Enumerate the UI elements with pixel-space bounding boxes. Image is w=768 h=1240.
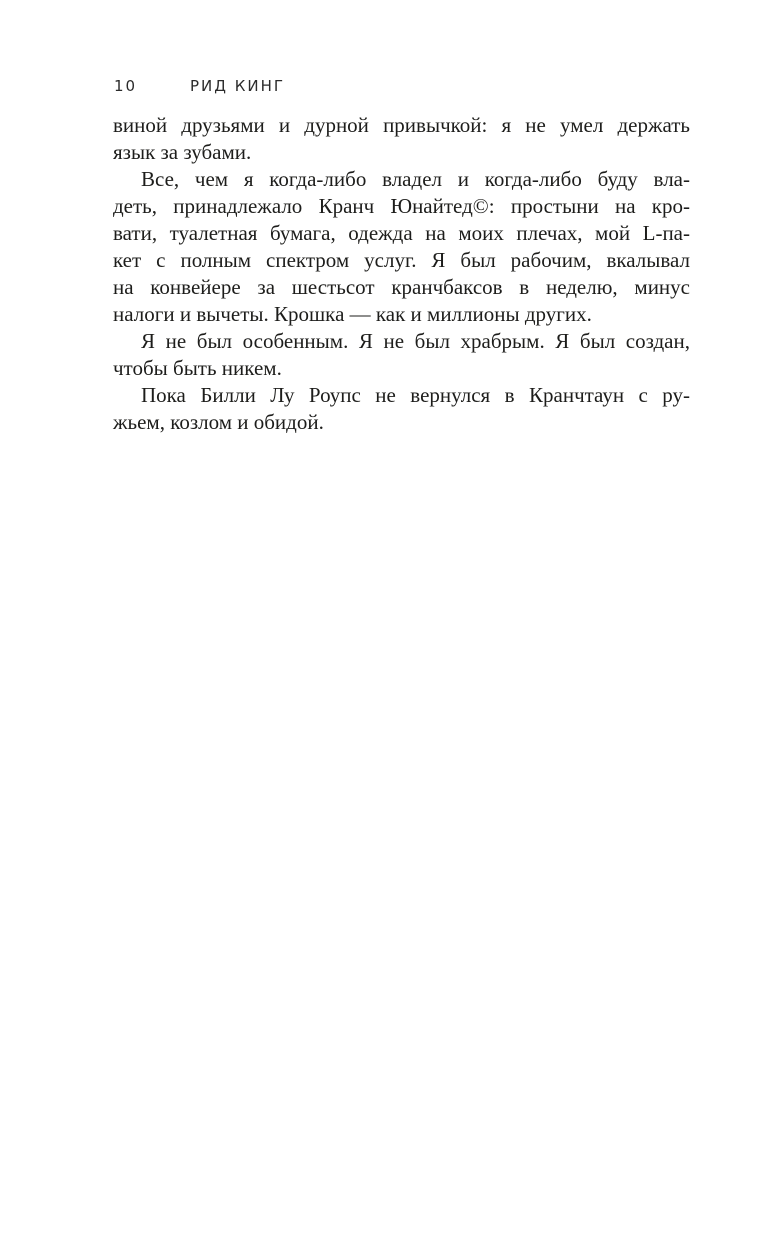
running-header bbox=[0, 77, 768, 97]
body-text-line: вати, туалетная бумага, одежда на моих плечах, мой L-па- bbox=[113, 221, 690, 245]
body-text-line: на конвейере за шестьсот кранчбаксов в неделю, минус bbox=[113, 275, 690, 299]
page-number: 10 bbox=[114, 77, 138, 95]
body-text-block bbox=[113, 112, 690, 436]
body-text-line: язык за зубами. bbox=[113, 140, 252, 164]
body-text-line: деть, принадлежало Кранч Юнайтед©: простыни на кро- bbox=[113, 194, 690, 218]
running-title: РИД КИНГ bbox=[190, 77, 286, 95]
body-text-line: виной друзьями и дурной привычкой: я не умел держать bbox=[113, 113, 690, 137]
body-text-line: Пока Билли Лу Роупс не вернулся в Кранчтаун с ру- bbox=[141, 383, 690, 407]
body-text-line: налоги и вычеты. Крошка — как и миллионы других. bbox=[113, 302, 592, 326]
body-text-line: Все, чем я когда-либо владел и когда-либо буду вла- bbox=[141, 167, 690, 191]
body-text-line: жьем, козлом и обидой. bbox=[113, 410, 324, 434]
body-text-line: кет с полным спектром услуг. Я был рабочим, вкалывал bbox=[113, 248, 690, 272]
body-text-line: чтобы быть никем. bbox=[113, 356, 282, 380]
body-text-line: Я не был особенным. Я не был храбрым. Я был создан, bbox=[141, 329, 690, 353]
